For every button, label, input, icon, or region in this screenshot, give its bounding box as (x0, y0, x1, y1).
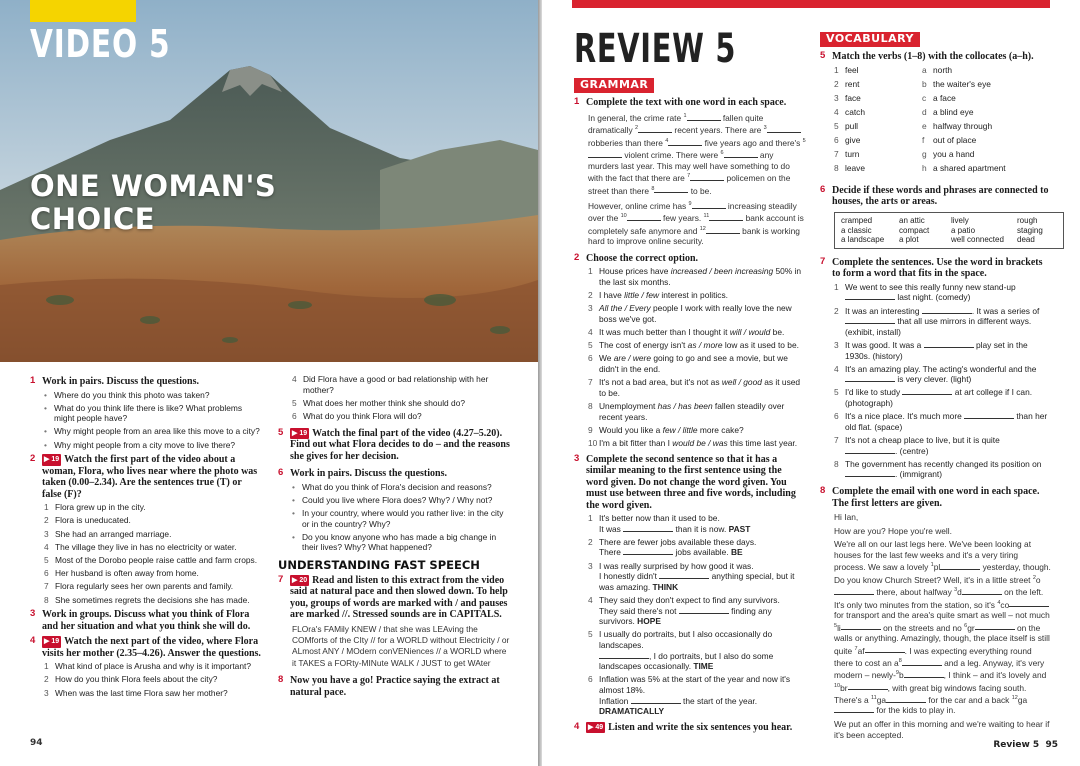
video-icon: ▶ 19 (42, 636, 61, 648)
fast-speech-extract: FLOra's FAMily KNEW / that she was LEAving the COMforts of the CIty // for a WORLD without Electricity / or ALmost ANY / MOdern conVENiences // a WORLD where it TAKES a FORty-MINute WALK / JUST to get WAter (292, 623, 510, 668)
mountain-photo (0, 0, 538, 362)
g2-items: 1 House prices have increased / been increasing 50% in the last six months. 2 I have little / few interest in politics. 3 All the / Every people I work with really love the new boss we've got. 4 It was much better than I thought it will / would be. 5 The cost of energy isn't as / more low as it used to be. 6 We are / were going to go and see a movie, but we didn't in the end. 7 It's not a bad area, but it's not as well / good as it used to be. 8 Unemployment has / has been fallen steadily over recent years. 9 Would you like a few / little more cake? 10 I'm a bit fitter than I would be / was this time last year. (588, 266, 802, 448)
q2-items: 1 Flora grew up in the city. 2 Flora is uneducated. 3 She had an arranged marriage. 4 The village they live in has no electricity or water. 5 Most of the Dorobo people raise cattle and farm crops. 6 Her husband is often away from home. 7 Flora regularly sees her own parents and family. 8 She sometimes regrets the decisions she has made. (44, 502, 258, 605)
grammar-question-3: 3 Complete the second sentence so that it has a similar meaning to the first sentence using the word given. Do not change the word given. You must use between three and five words, including the word given. (574, 452, 796, 511)
top-red-bar (572, 0, 1050, 8)
yellow-accent-bar (30, 0, 136, 22)
page-footer: Review 5 95 (993, 740, 1058, 750)
grammar-question-2: 2 Choose the correct option. (574, 251, 699, 264)
grammar-question-1: 1 Complete the text with one word in each space. (574, 95, 787, 108)
review-title: REVIEW 5 (574, 26, 737, 72)
left-column (30, 372, 262, 701)
left-page-column-2 (278, 374, 510, 698)
question-5: 5 ▶ 19 Watch the final part of the video (4.27–5.20). Find out what Flora decides to do – and the reasons she gives for her decision. (278, 426, 510, 462)
vocab-question-7: 7 Complete the sentences. Use the word in brackets to form a word that fits in the space. (820, 255, 1043, 280)
vocabulary-tag: VOCABULARY (820, 32, 920, 47)
question-1: 1 Work in pairs. Discuss the questions. (30, 375, 199, 387)
audio-icon: ▶ 20 (290, 575, 309, 587)
vocab-question-6: 6 Decide if these words and phrases are connected to houses, the arts or areas. (820, 183, 1049, 208)
page-number: 94 (30, 738, 43, 748)
vocab-question-5: 5 Match the verbs (1–8) with the collocates (a–h). (820, 49, 1034, 62)
question-8: 8 Now you have a go! Practice saying the extract at natural pace. (278, 674, 500, 698)
page-title: ONE WOMAN'S CHOICE (30, 169, 277, 236)
grammar-tag: GRAMMAR (574, 78, 654, 93)
question-7: 7 ▶ 20 Read and listen to this extract from the video said at natural pace and then slowed down. To help you, groups of words are marked with / and pauses are marked //. Stressed sounds are in CAPITALS. (278, 573, 508, 620)
vocabulary-column (820, 32, 1052, 740)
q1-bullets: • Where do you think this photo was taken? • What do you think life there is like? What problems might people have? • Why might people from an area like this move to a city? • Why might people from a city move to live there? (44, 389, 260, 450)
left-page (0, 0, 538, 766)
v7-items: 1 We went to see this really funny new stand-up last night. (comedy) 2 It was an interesting . It was a series of that all use mirrors in different ways. (exhibit, install) 3 It was good. It was a play set in the 1930s. (history) 4 It's an amazing play. The acting's wonderful and the is very clever. (light) 5 I'd like to study at art college if I can. (photograph) 6 It's a nice place. It's much more than her old flat. (space) 7 It's not a cheap place to live, but it is quite . (centre) 8 The government has recently changed its position on . (immigrant) (834, 281, 1048, 480)
question-4: 4 ▶ 19 Watch the next part of the video, where Flora visits her mother (2.35–4.26). Answer the questions. (30, 635, 261, 659)
question-6: 6 Work in pairs. Discuss the questions. (278, 467, 447, 480)
question-3: 3 Work in groups. Discuss what you think of Flora and her situation and what you think she will do. (30, 608, 251, 632)
q4-items: 1 What kind of place is Arusha and why is it important? 2 How do you think Flora feels about the city? 3 When was the last time Flora saw her mother? (44, 661, 251, 698)
match-lists: 1 feel 2 rent 3 face 4 catch 5 pull 6 give 7 turn 8 leave a north b the waiter's eye c a face d a blind eye e halfway through f out of place g you a hand h a shared apartment (834, 65, 1006, 173)
video-icon: ▶ 19 (42, 454, 61, 466)
video-icon: ▶ 19 (290, 428, 309, 440)
question-2: 2 ▶ 19 Watch the first part of the video about a woman, Flora, who lives near where the photo was taken (0.00–2.34). Are the sentences true (T) or false (F)? (30, 453, 258, 500)
audio-icon: ▶ 49 (586, 722, 605, 734)
video-label: VIDEO 5 (30, 22, 171, 66)
vocab-question-8: 8 Complete the email with one word in each space. The first letters are given. (820, 485, 1040, 509)
g3-items: 1 It's better now than it used to be. It was than it is now. PAST 2 There are fewer jobs available these days. There jobs available. BE 3 I was really surprised by how good it was. I honestly didn't anything special, but it was amazing. THINK 4 They said they don't expect to find any survivors. They said there's not finding any survivors. HOPE 5 I usually do portraits, but I also occasionally do landscapes. , I do portraits, but I also do some landscapes occasionally. TIME 6 Inflation was 5% at the start of the year and now it's almost 18%. Inflation the start of the year. DRAMATICALLY (588, 513, 795, 717)
section-heading: UNDERSTANDING FAST SPEECH (278, 557, 480, 572)
email-text: Hi Ian, How are you? Hope you're well. We're all on our last legs here. We've been looking at houses for the last few weeks and it's a very tiring process. We saw a lovely $^1$pl yesterday, though. Do you know Church Street? Well, it's in a little street $^2$o there, about halfway $^3$d on the left. It's only two minutes from the station, so it's $^4$co for transport and the area's quite smart as well – not much $^5$li on the streets and no $^6$gr on the walls or anything. Amazingly, though, the place itself is still quite $^7$af . I was expecting everything round there to cost an $a^8$ and a leg. Anyway, it's very modern – newly-$^9$b , I think – and it's lovely and $^{10}$br , with great big windows facing south. There's a $^{11}$ga for the car and a back $^{12}$ga for the kids to play in. We put an offer in this morning and we're waiting to hear if it's been accepted. (834, 512, 1051, 740)
crime-text: In general, the crime rate $^1$ fallen quite dramatically $^2$ recent years. There are $^3$ robberies than there $^4$ five years ago and there's $^5$ violent crime. There were $^6$ any murders last year. This may well have something to do with the fact that there are $^7$ policemen on the street than there $^8$ to be. However, online crime has $^9$ increasing steadily over the $^{10}$ few years. $^{11}$ bank account is completely safe anymore and $^{12}$ bank is working hard to improve online security. (588, 112, 806, 247)
q6-bullets: • What do you think of Flora's decision and reasons? • Could you live where Flora does? Why? / Why not? • In your country, where would you rather live: in the city or in the country? Why? • Do you know anyone who has made a big change in their lives? Why? What happened? (292, 481, 504, 553)
word-box: cramped an attic lively rough a classic compact a patio staging a landscape a plot well connected dead (834, 212, 1064, 249)
right-page (542, 0, 1080, 766)
grammar-question-4: 4 ▶ 49 Listen and write the six sentences you hear. (574, 720, 793, 733)
grammar-column (574, 78, 806, 733)
q4-items-cont: 4 Did Flora have a good or bad relationship with her mother? 5 What does her mother think she should do? 6 What do you think Flora will do? (292, 374, 489, 421)
